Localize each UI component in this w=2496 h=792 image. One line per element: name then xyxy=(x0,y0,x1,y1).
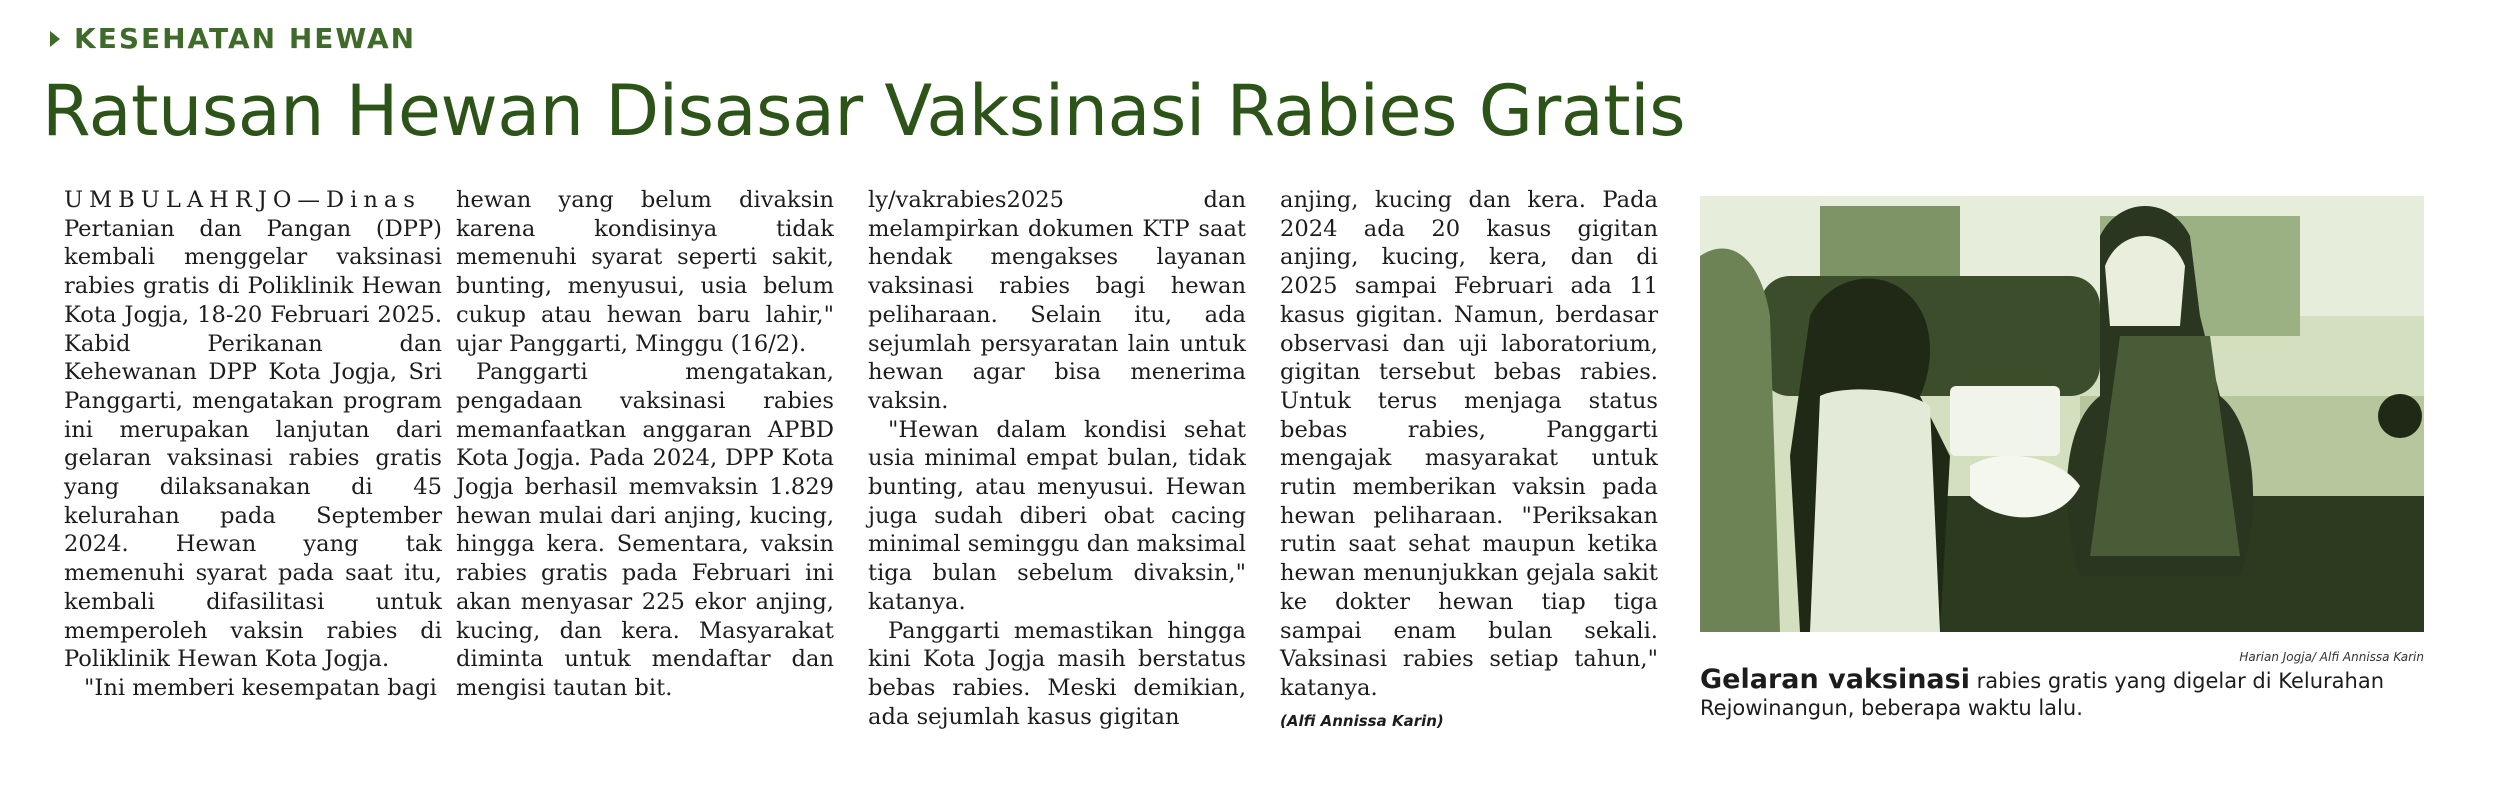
news-photo xyxy=(1700,196,2424,632)
article-column-4 xyxy=(1280,186,1658,735)
rubric-label: KESEHATAN HEWAN xyxy=(74,22,417,55)
photo-caption xyxy=(1700,666,2440,722)
paragraph: Panggarti mengatakan, pengadaan vaksinasi rabies memanfaatkan anggaran APBD Kota Jogja. Pada 2024, DPP Kota Jogja berhasil memvaksin 1.829 hewan mulai dari anjing, kucing, hingga kera. Sementara, vaksin rabies gratis pada Februari ini akan menyasar 225 ekor anjing, kucing, dan kera. Masyarakat diminta untuk mendaftar dan mengisi tautan bit. xyxy=(456,359,834,701)
paragraph: hewan yang belum divaksin karena kondisinya tidak memenuhi syarat seperti sakit, bunting, menyusui, usia belum cukup atau hewan baru lahir," ujar Panggarti, Minggu (16/2). xyxy=(456,187,834,357)
triangle-bullet-icon xyxy=(50,31,60,47)
photo-credit: Harian Jogja/ Alfi Annissa Karin xyxy=(2239,650,2424,664)
paragraph: Panggarti memastikan hingga kini Kota Jogja masih berstatus bebas rabies. Meski demikian, ada sejumlah kasus gigitan xyxy=(868,617,1246,730)
paragraph: "Hewan dalam kondisi sehat usia minimal empat bulan, tidak bunting, atau menyusui. Hewan juga sudah diberi obat cacing minimal seminggu dan maksimal tiga bulan sebelum divaksin," katanya. xyxy=(868,416,1246,615)
section-rubric xyxy=(50,22,416,55)
vaccination-photo-illustration xyxy=(1700,196,2424,632)
paragraph: anjing, kucing dan kera. Pada 2024 ada 20 kasus gigitan anjing, kucing, kera, dan di 2025 sampai Februari ada 11 kasus gigitan. Namun, berdasar observasi dan uji laboratorium, gigitan tersebut bebas rabies. Untuk terus menjaga status bebas rabies, Panggarti mengajak masyarakat untuk rutin memberikan vaksin pada hewan peliharaan. "Periksakan rutin saat sehat maupun ketika hewan menunjukkan gejala sakit ke dokter hewan tiap tiga sampai enam bulan sekali. Vaksinasi rabies setiap tahun," katanya. xyxy=(1280,187,1658,701)
caption-lead: Gelaran vaksinasi xyxy=(1700,664,1970,695)
byline: (Alfi Annissa Karin) xyxy=(1280,711,1444,730)
paragraph: "Ini memberi kesempatan bagi xyxy=(84,674,437,701)
caption-text: rabies gratis yang digelar di Kelurahan Rejowinangun, beberapa waktu lalu. xyxy=(1700,669,2385,720)
article-column-1 xyxy=(64,186,442,703)
paragraph: ly/vakrabies2025 dan melampirkan dokumen KTP saat hendak mengakses layanan vaksinasi rabies bagi hewan peliharaan. Selain itu, ada sejumlah persyaratan lain untuk hewan agar bisa menerima vaksin. xyxy=(868,187,1246,414)
paragraph: UMBULAHRJO—Dinas Pertanian dan Pangan (DPP) kembali menggelar vaksinasi rabies gratis di Poliklinik Hewan Kota Jogja, 18-20 Februari 2025. Kabid Perikanan dan Kehewanan DPP Kota Jogja, Sri Panggarti, mengatakan program ini merupakan lanjutan dari gelaran vaksinasi rabies gratis yang dilaksanakan di 45 kelurahan pada September 2024. Hewan yang tak memenuhi syarat pada saat itu, kembali difasilitasi untuk memperoleh vaksin rabies di Poliklinik Hewan Kota Jogja. xyxy=(64,187,442,673)
article-column-3 xyxy=(868,186,1246,731)
article-column-2 xyxy=(456,186,834,703)
headline: Ratusan Hewan Disasar Vaksinasi Rabies Gratis xyxy=(42,70,1686,152)
dateline: UMBULAHRJO—Dinas xyxy=(64,187,421,213)
